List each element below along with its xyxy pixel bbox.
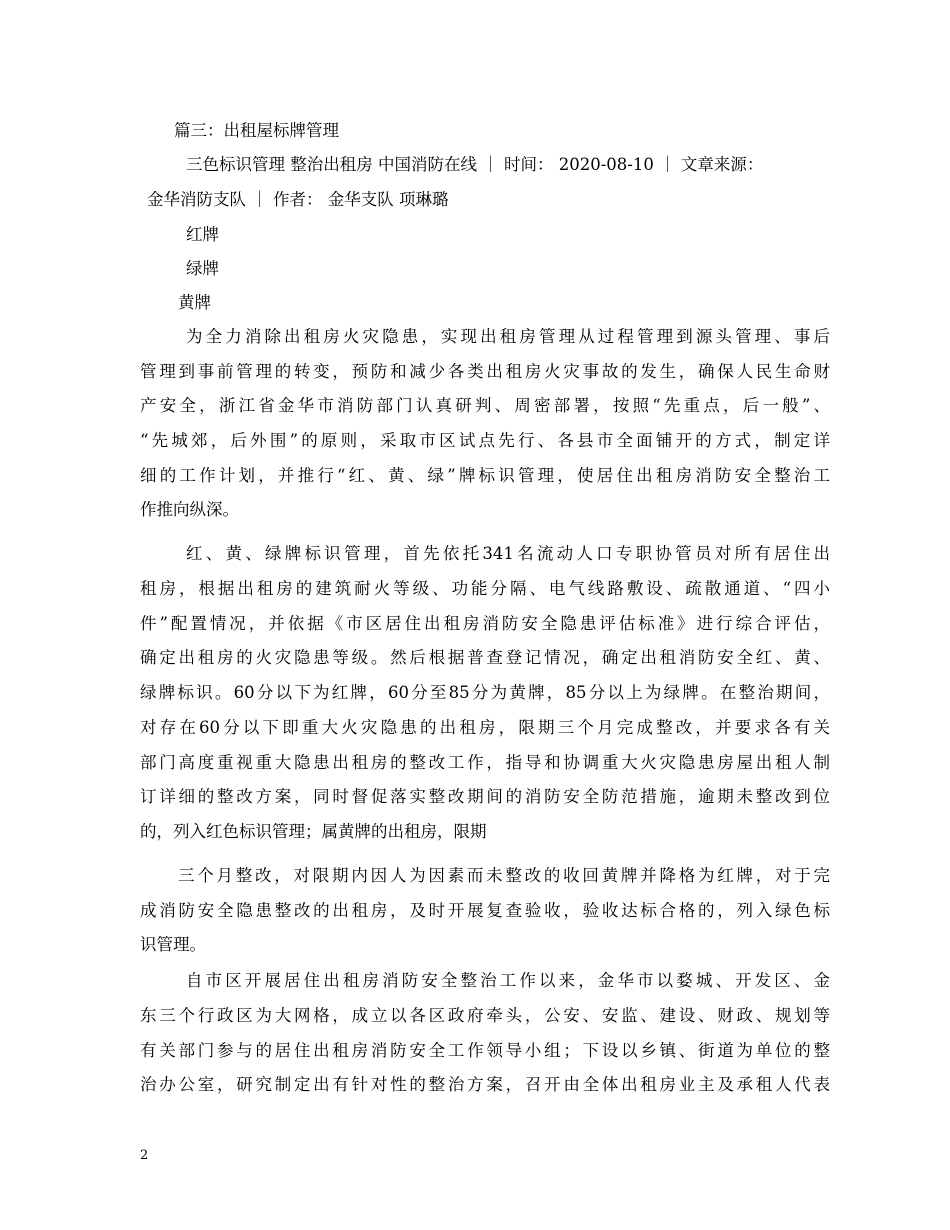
paragraph-line: 自市区开展居住出租房消防安全整治工作以来，金华市以婺城、开发区、金 <box>186 971 830 990</box>
label-red-plate: 红牌 <box>186 225 219 244</box>
label-green-plate: 绿牌 <box>186 259 219 278</box>
paragraph-line: 识管理。 <box>140 935 206 954</box>
paragraph-line: 有关部门参与的居住出租房消防安全工作领导小组；下设以乡镇、街道为单位的整 <box>140 1041 830 1060</box>
paragraph-line: 细的工作计划，并推行“红、黄、绿”牌标识管理，使居住出租房消防安全整治工 <box>140 466 830 485</box>
paragraph-line: 租房，根据出租房的建筑耐火等级、功能分隔、电气线路敷设、疏散通道、“四小 <box>140 579 830 598</box>
paragraph-line: 治办公室，研究制定出有针对性的整治方案，召开由全体出租房业主及承租人代表 <box>140 1075 830 1094</box>
paragraph-line: 确定出租房的火灾隐患等级。然后根据普查登记情况，确定出租消防安全红、黄、 <box>140 648 830 667</box>
meta-line-1: 三色标识管理 整治出租房 中国消防在线 ｜ 时间： 2020-08-10 ｜ 文章来源： <box>186 155 764 174</box>
paragraph-line: 对存在60分以下即重大火灾隐患的出租房，限期三个月完成整改，并要求各有关 <box>140 718 830 737</box>
paragraph-line: 为全力消除出租房火灾隐患，实现出租房管理从过程管理到源头管理、事后 <box>186 327 830 346</box>
paragraph-line: 成消防安全隐患整改的出租房，及时开展复查验收，验收达标合格的，列入绿色标 <box>140 901 830 920</box>
paragraph-line: 三个月整改，对限期内因人为因素而未整改的收回黄牌并降格为红牌，对于完 <box>178 866 830 885</box>
paragraph-line: 管理到事前管理的转变，预防和减少各类出租房火灾事故的发生，确保人民生命财 <box>140 362 830 381</box>
document-title: 篇三：出租屋标牌管理 <box>174 121 339 140</box>
paragraph-line: 作推向纵深。 <box>140 500 239 519</box>
paragraph-line: “先城郊，后外围”的原则，采取市区试点先行、各县市全面铺开的方式，制定详 <box>140 431 830 450</box>
paragraph-line: 订详细的整改方案，同时督促落实整改期间的消防安全防范措施，逾期未整改到位 <box>140 787 830 806</box>
paragraph-line: 件”配置情况，并依据《市区居住出租房消防安全隐患评估标准》进行综合评估， <box>140 614 830 633</box>
meta-line-2: 金华消防支队 ｜ 作者： 金华支队 项琳璐 <box>147 190 449 209</box>
paragraph-line: 东三个行政区为大网格，成立以各区政府牵头，公安、安监、建设、财政、规划等 <box>140 1006 830 1025</box>
paragraph-line: 产安全，浙江省金华市消防部门认真研判、周密部署，按照“先重点，后一般”、 <box>140 396 830 415</box>
label-yellow-plate: 黄牌 <box>178 293 211 312</box>
paragraph-line: 部门高度重视重大隐患出租房的整改工作，指导和协调重大火灾隐患房屋出租人制 <box>140 753 830 772</box>
page-number: 2 <box>140 1148 149 1163</box>
paragraph-line: 的，列入红色标识管理；属黄牌的出租房，限期 <box>140 822 487 841</box>
paragraph-line: 绿牌标识。60分以下为红牌，60分至85分为黄牌，85分以上为绿牌。在整治期间， <box>140 683 830 702</box>
paragraph-line: 红、黄、绿牌标识管理，首先依托341名流动人口专职协管员对所有居住出 <box>186 544 830 563</box>
